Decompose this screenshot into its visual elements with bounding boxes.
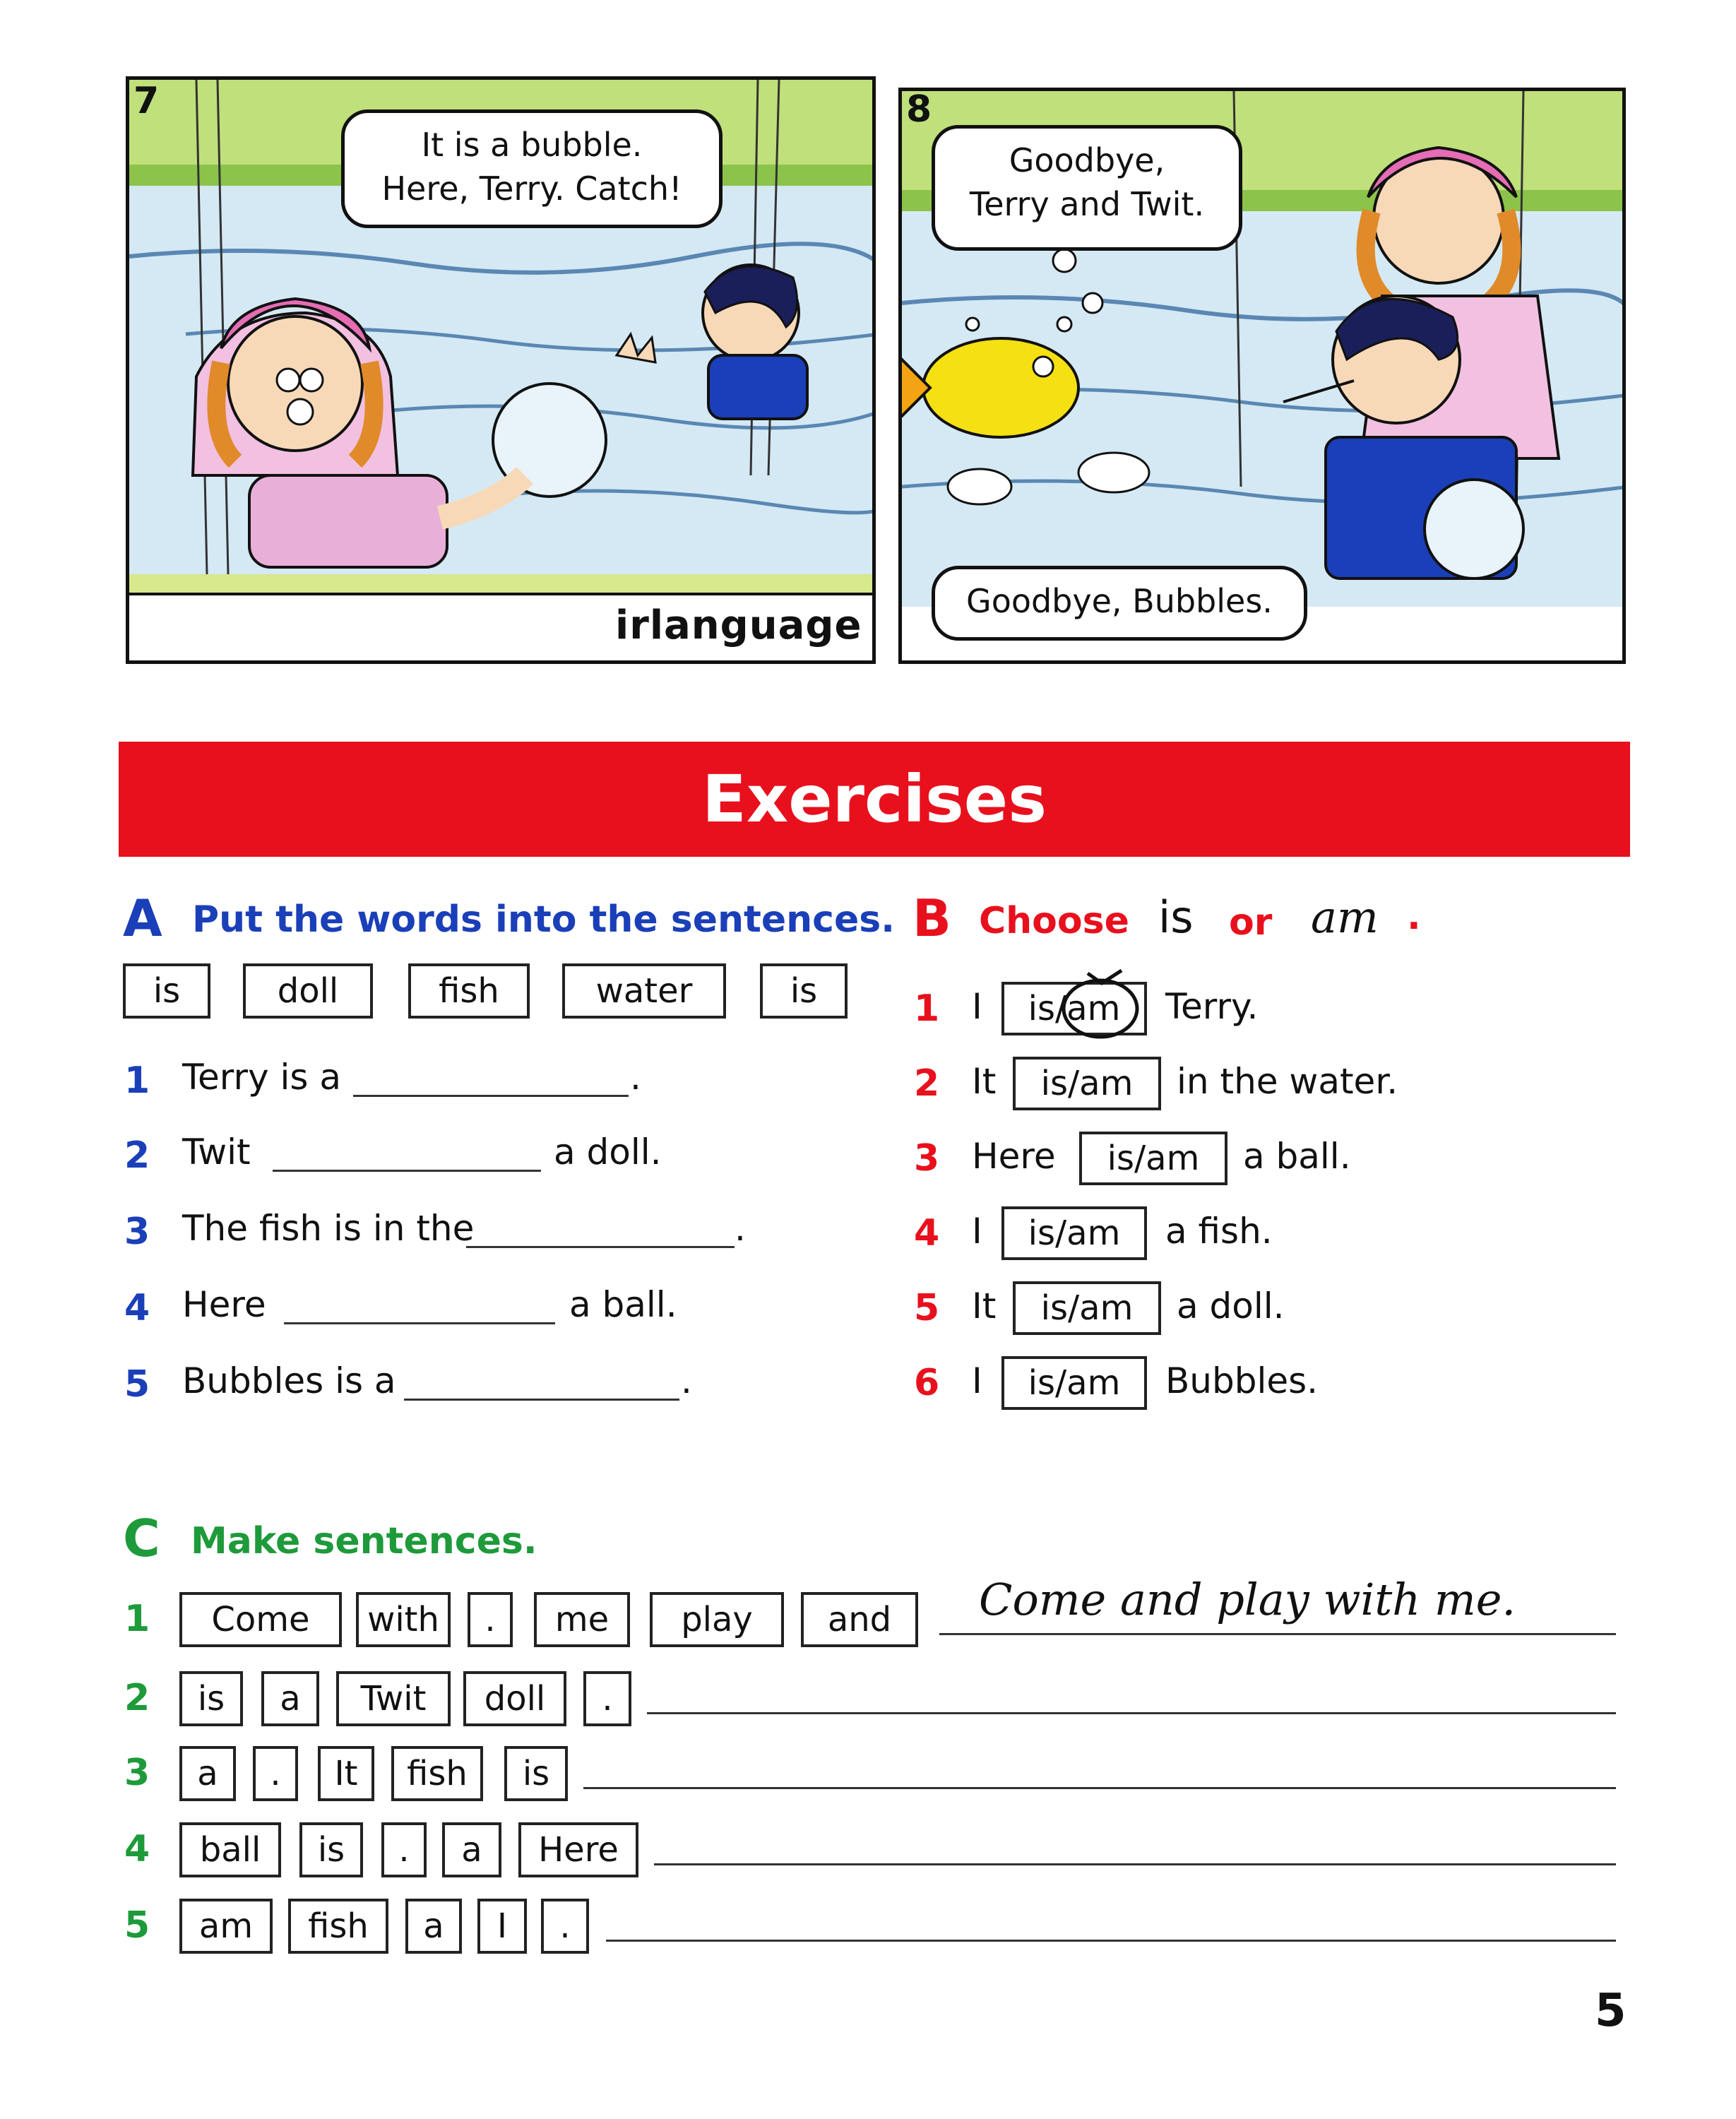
section-c-letter: C [123,1509,160,1568]
word-box[interactable]: . [253,1746,298,1801]
comic-panel-7 [126,76,876,664]
word-box[interactable]: am [179,1899,273,1954]
item-text: The fish is in the [182,1208,475,1249]
item-text: Terry is a [182,1057,341,1098]
word-box[interactable]: a [442,1822,501,1877]
item-after: a doll. [1177,1286,1285,1326]
item-number: 3 [124,1211,150,1253]
item-end: a doll. [554,1132,662,1173]
item-after: a ball. [1243,1136,1351,1177]
speech-bubble-panel-7 [341,109,723,228]
choice-box[interactable]: is/am [1013,1057,1161,1110]
item-text: Bubbles is a [182,1360,396,1401]
answer-line[interactable] [939,1633,1616,1635]
word-box[interactable]: a [261,1671,319,1726]
word-box: is [760,963,848,1019]
item-before: I [972,1211,982,1252]
section-a-title: Put the words into the sentences. [192,898,895,941]
section-b-choose: Choose [979,900,1129,942]
word-box[interactable]: play [650,1592,784,1647]
item-before: Here [972,1136,1056,1177]
handwritten-answer: Come and play with me. [979,1574,1516,1625]
word-box[interactable]: . [583,1671,631,1726]
word-box: fish [408,963,530,1019]
item-text: Here [182,1284,266,1325]
item-before: It [972,1286,997,1326]
row-number: 4 [124,1828,150,1870]
row-number: 3 [124,1752,150,1794]
word-box[interactable]: Here [518,1822,638,1877]
item-end: . [681,1360,692,1401]
answer-line[interactable] [654,1863,1616,1865]
item-end: . [735,1208,746,1249]
item-number: 3 [914,1137,940,1180]
item-after: Bubbles. [1165,1360,1319,1401]
speech-bubble-bottom-panel-8 [932,566,1307,641]
item-number: 5 [914,1287,940,1329]
item-before: It [972,1061,997,1102]
item-number: 1 [914,987,940,1030]
row-number: 1 [124,1598,150,1640]
word-box[interactable]: . [468,1592,513,1647]
word-or: or [1229,901,1273,944]
section-b-letter: B [912,889,951,948]
item-number: 6 [914,1362,940,1404]
page-number: 5 [1595,1985,1627,2037]
answer-line[interactable] [583,1787,1616,1789]
item-end: a ball. [569,1284,677,1325]
word-is: is [1158,891,1194,943]
word-box[interactable]: . [541,1899,589,1954]
answer-line[interactable] [606,1940,1616,1942]
choice-box[interactable]: is/am [1001,1206,1147,1260]
item-text: Twit [182,1132,251,1173]
section-c-title: Make sentences. [191,1520,537,1562]
item-number: 1 [124,1060,150,1102]
word-box[interactable]: ball [179,1822,281,1877]
speech-line-1: Goodbye, [1009,141,1165,179]
choice-box[interactable]: is/am [1001,1356,1147,1410]
item-number: 2 [914,1062,940,1105]
row-number: 5 [124,1904,150,1947]
item-after: in the water. [1177,1061,1398,1102]
speech-line-2: Terry and Twit. [969,185,1205,223]
item-number: 4 [124,1287,150,1329]
section-a-letter: A [123,889,162,948]
irlanguage-logo: irlanguage [615,603,862,648]
item-end: . [630,1057,641,1098]
word-box[interactable]: Come [179,1592,342,1647]
item-before: I [972,986,982,1027]
answer-line[interactable] [647,1712,1616,1714]
word-box[interactable]: and [801,1592,918,1647]
word-box[interactable]: fish [288,1899,388,1954]
word-box[interactable]: is [179,1671,243,1726]
answer-blank[interactable] [284,1322,555,1324]
circle-mark-icon [1059,961,1144,1045]
answer-blank[interactable] [404,1399,679,1401]
speech-line: Goodbye, Bubbles. [966,582,1273,620]
speech-bubble-top-panel-8 [932,125,1242,251]
banner-title: Exercises [702,761,1047,837]
word-box: doll [243,963,373,1019]
choice-box[interactable]: is/am [1001,982,1147,1035]
word-box[interactable]: It [318,1746,374,1801]
panel-number: 7 [133,80,160,122]
choice-box[interactable]: is/am [1013,1281,1161,1335]
word-box: is [123,963,210,1019]
answer-blank[interactable] [466,1246,735,1248]
word-box[interactable]: a [405,1899,462,1954]
word-box[interactable]: a [179,1746,236,1801]
word-box[interactable]: . [381,1822,427,1877]
title-end: . [1407,896,1421,938]
answer-blank[interactable] [273,1170,541,1172]
word-box[interactable]: me [534,1592,630,1647]
panel-number: 8 [906,88,932,131]
word-box[interactable]: fish [391,1746,483,1801]
word-box[interactable]: is [299,1822,363,1877]
word-box[interactable]: I [477,1899,527,1954]
item-number: 2 [124,1134,150,1177]
item-number: 5 [124,1363,150,1406]
item-after: a fish. [1165,1211,1273,1252]
item-before: I [972,1360,982,1401]
speech-line-1: It is a bubble. [421,126,643,164]
exercises-banner [119,742,1630,857]
choice-box[interactable]: is/am [1079,1132,1227,1185]
word-box[interactable]: with [356,1592,451,1647]
item-after: Terry. [1165,986,1259,1027]
word-am: am [1311,891,1379,943]
item-number: 4 [914,1212,940,1254]
word-box[interactable]: Twit [336,1671,451,1726]
row-number: 2 [124,1677,150,1719]
word-box[interactable]: is [504,1746,568,1801]
speech-line-2: Here, Terry. Catch! [381,170,682,208]
comic-panel-8 [898,88,1626,664]
word-box[interactable]: doll [463,1671,566,1726]
answer-blank[interactable] [353,1095,629,1097]
word-box: water [562,963,726,1019]
